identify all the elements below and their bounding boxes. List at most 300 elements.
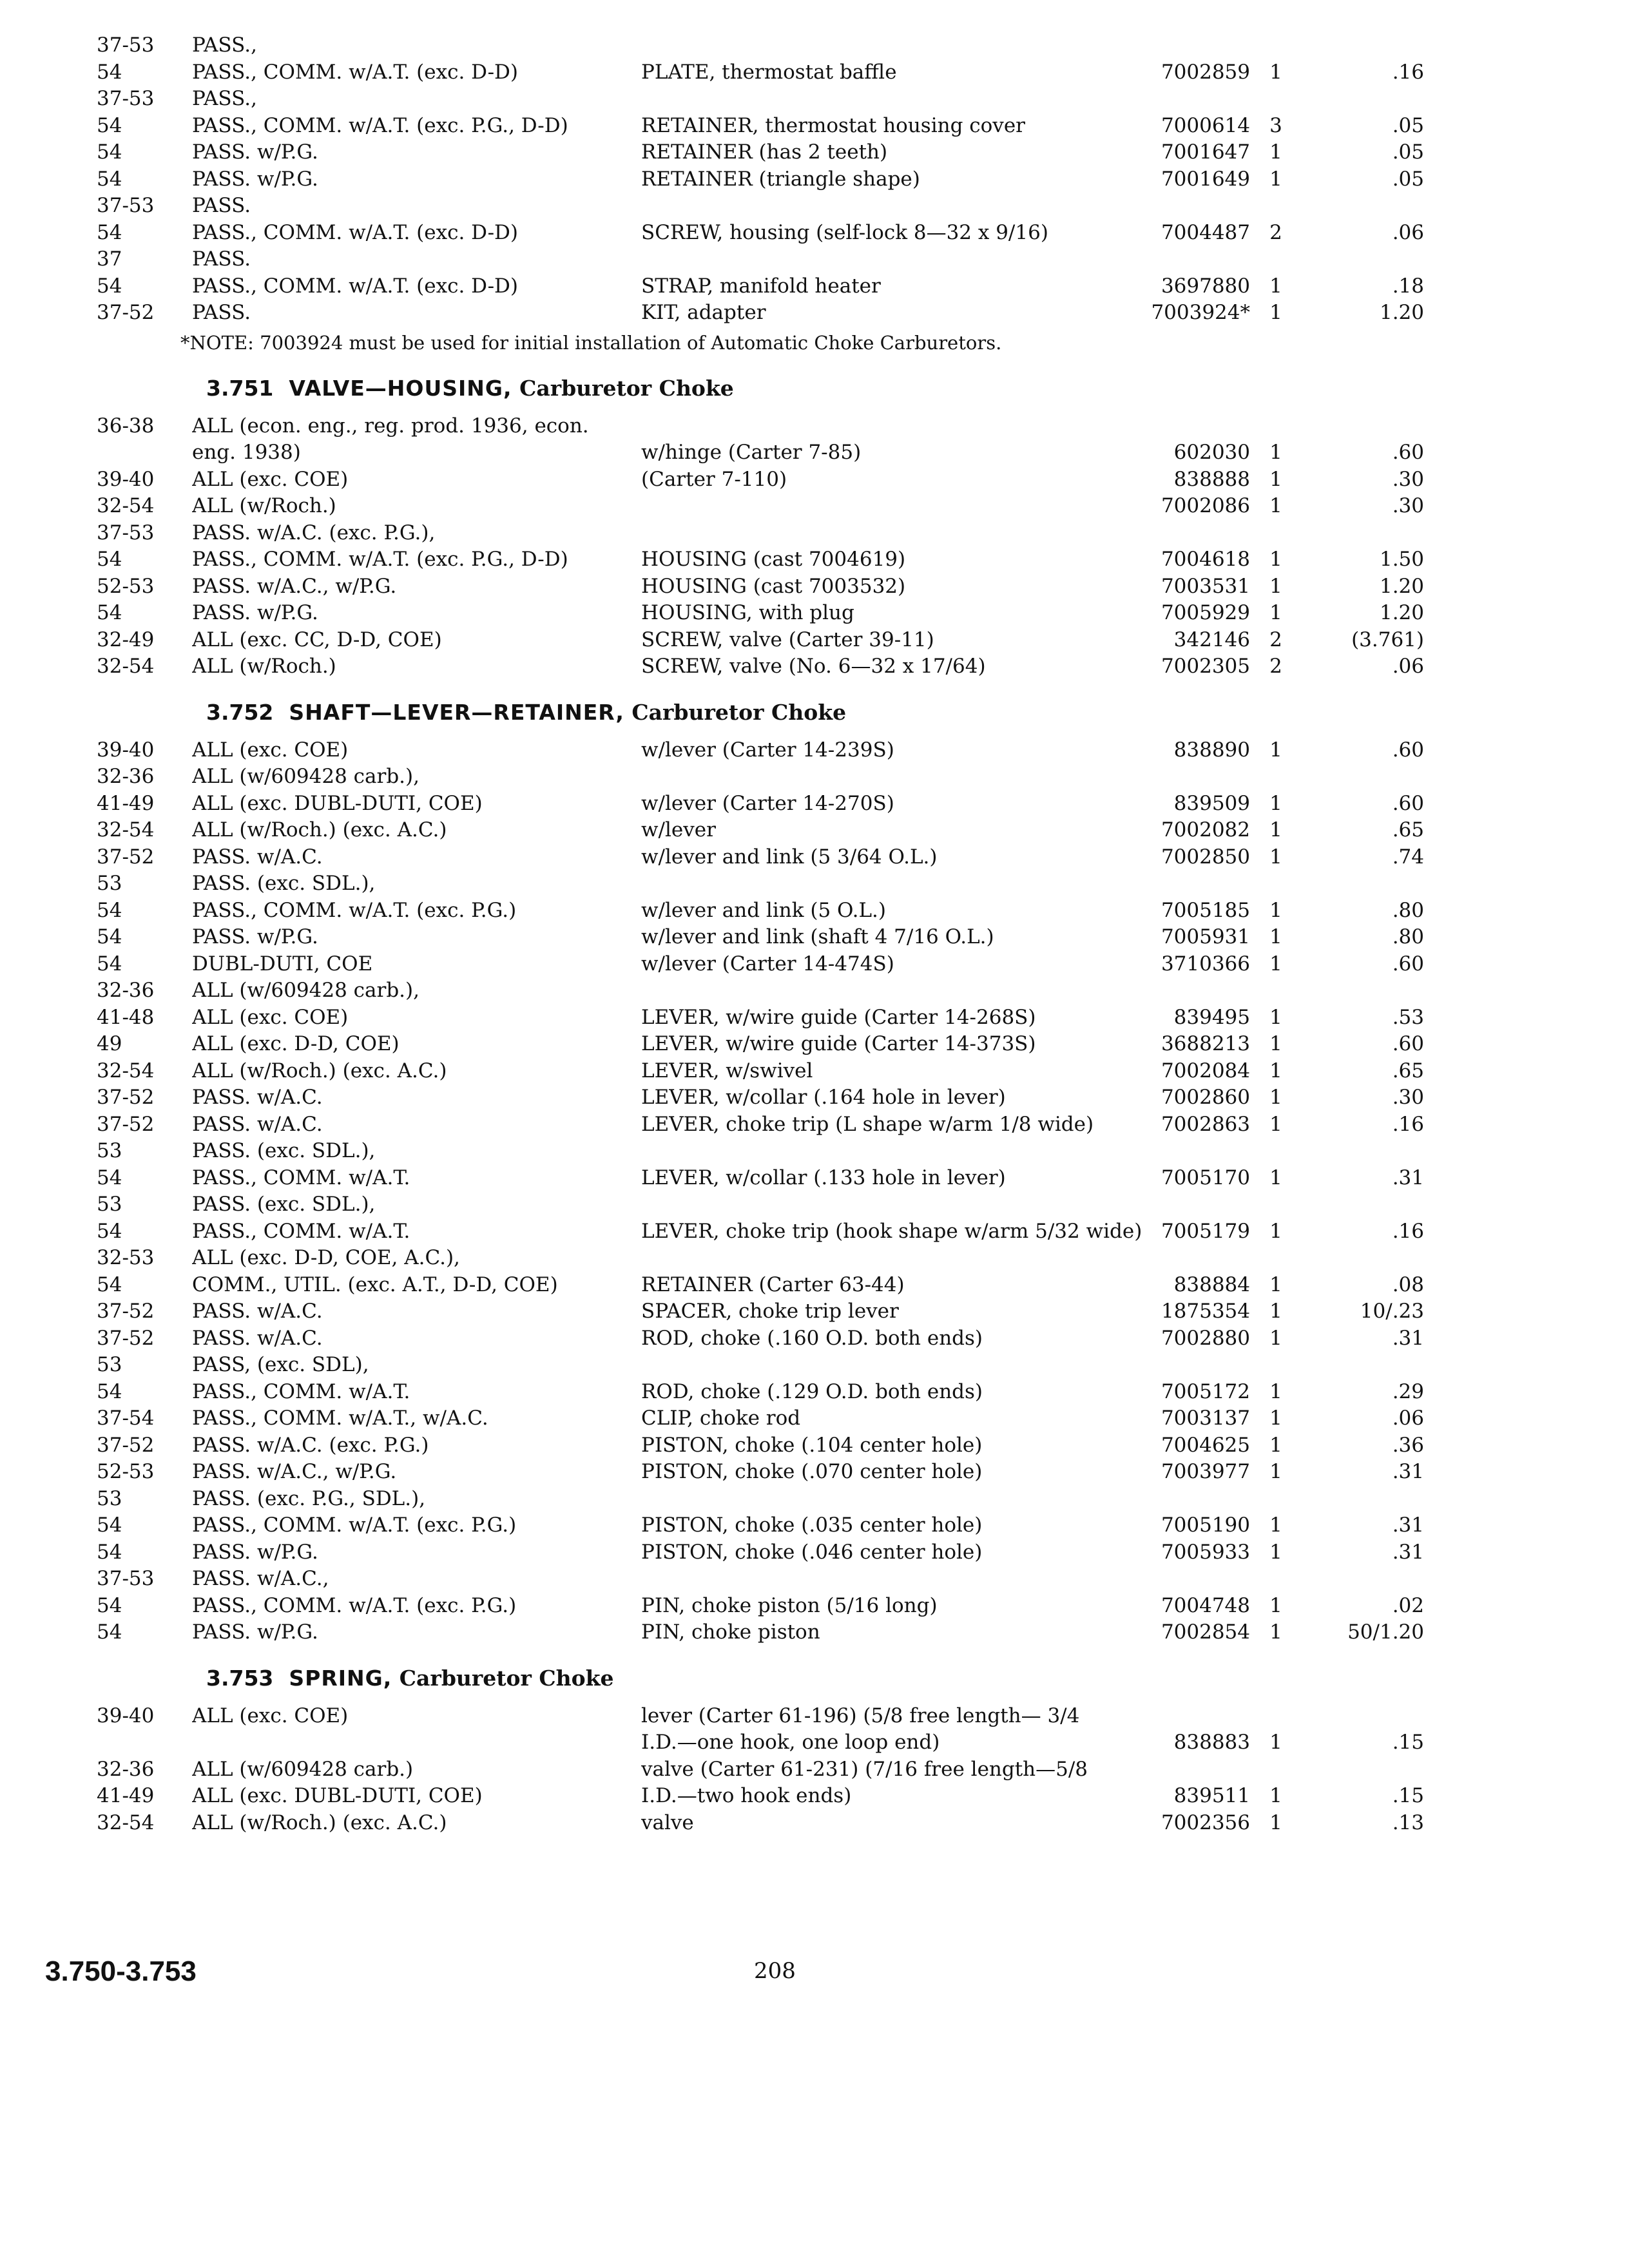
- quantity: 1: [1269, 1593, 1282, 1617]
- part-number: 838884: [1173, 1273, 1250, 1296]
- year-range: 39-40: [97, 467, 155, 491]
- year-range: 54: [97, 1273, 122, 1296]
- model-applicability: PASS, (exc. SDL),: [192, 1353, 369, 1376]
- installation-note: *NOTE: 7003924 must be used for initial installation of Automatic Choke Carburetors.: [180, 331, 1002, 354]
- year-range: 37-52: [97, 301, 155, 324]
- model-applicability: ALL (exc. CC, D-D, COE): [192, 628, 442, 651]
- parts-row: [77, 600, 1431, 627]
- year-range: 54: [97, 1514, 122, 1537]
- quantity: 1: [1269, 1514, 1282, 1537]
- year-range: 37-52: [97, 1086, 155, 1109]
- parts-row: [77, 220, 1431, 247]
- part-description: LEVER, choke trip (hook shape w/arm 5/32 wide): [641, 1219, 1142, 1243]
- model-applicability: PASS., COMM. w/A.T. (exc. P.G., D-D): [192, 548, 568, 571]
- year-range: 53: [97, 1353, 122, 1376]
- year-range: 37-52: [97, 1326, 155, 1350]
- parts-row: [77, 59, 1431, 86]
- model-applicability: ALL (econ. eng., reg. prod. 1936, econ.: [192, 414, 589, 437]
- part-description: LEVER, w/collar (.133 hole in lever): [641, 1166, 1006, 1189]
- parts-row: [77, 493, 1431, 520]
- year-range: 32-53: [97, 1246, 155, 1269]
- part-number: 7005931: [1161, 925, 1250, 948]
- part-description: LEVER, w/collar (.164 hole in lever): [641, 1086, 1006, 1109]
- model-applicability: PASS. w/A.C.: [192, 1112, 323, 1136]
- parts-row: [77, 1084, 1431, 1111]
- year-range: 37-54: [97, 1407, 155, 1430]
- price: 10/.23: [1360, 1300, 1424, 1323]
- year-range: 54: [97, 952, 122, 975]
- year-range: 37-52: [97, 1300, 155, 1323]
- parts-row: [77, 1756, 1431, 1783]
- price: .05: [1392, 113, 1424, 137]
- parts-row: [77, 1218, 1431, 1245]
- model-applicability: eng. 1938): [192, 441, 301, 464]
- year-range: 54: [97, 1620, 122, 1644]
- section-subtitle: Carburetor Choke: [399, 1665, 614, 1691]
- part-number: 7005929: [1161, 601, 1250, 624]
- parts-row: [77, 1272, 1431, 1299]
- part-number: 7004625: [1161, 1433, 1250, 1457]
- part-number: 7002850: [1161, 845, 1250, 869]
- price: .29: [1392, 1379, 1424, 1403]
- year-range: 39-40: [97, 738, 155, 762]
- quantity: 1: [1269, 1086, 1282, 1109]
- price: .06: [1392, 220, 1424, 244]
- model-applicability: PASS., COMM. w/A.T.: [192, 1166, 410, 1189]
- model-applicability: PASS.,: [192, 34, 257, 57]
- quantity: 1: [1269, 494, 1282, 517]
- year-range: 54: [97, 140, 122, 164]
- model-applicability: PASS. w/A.C.,: [192, 1567, 329, 1590]
- parts-row: [77, 898, 1431, 925]
- section-heading: [77, 356, 1431, 413]
- parts-row: [77, 924, 1431, 951]
- quantity: 1: [1269, 1032, 1282, 1055]
- model-applicability: ALL (w/609428 carb.),: [192, 979, 419, 1002]
- part-number: 602030: [1173, 441, 1250, 464]
- parts-row: [77, 627, 1431, 654]
- part-description: PIN, choke piston: [641, 1620, 820, 1644]
- year-range: 37-53: [97, 1567, 155, 1590]
- year-range: 54: [97, 1540, 122, 1564]
- section-subtitle: Carburetor Choke: [631, 699, 847, 725]
- year-range: 37-52: [97, 1433, 155, 1457]
- section-heading: [77, 680, 1431, 737]
- price: .16: [1392, 1112, 1424, 1136]
- model-applicability: ALL (exc. D-D, COE): [192, 1032, 400, 1055]
- parts-row: [77, 764, 1431, 791]
- model-applicability: PASS. w/A.C.: [192, 1086, 323, 1109]
- quantity: 1: [1269, 167, 1282, 191]
- parts-catalog-page: [77, 32, 1431, 1836]
- part-number: 7004618: [1161, 548, 1250, 571]
- parts-row: [77, 466, 1431, 494]
- parts-row: [77, 273, 1431, 300]
- year-range: 53: [97, 1139, 122, 1162]
- year-range: 32-54: [97, 1811, 155, 1834]
- parts-row: [77, 300, 1431, 327]
- part-description: PLATE, thermostat baffle: [641, 60, 897, 84]
- part-description: (Carter 7-110): [641, 467, 787, 491]
- year-range: 54: [97, 898, 122, 922]
- model-applicability: ALL (exc. COE): [192, 467, 349, 491]
- model-applicability: ALL (exc. COE): [192, 1005, 349, 1029]
- price: .13: [1392, 1811, 1424, 1834]
- model-applicability: PASS. w/P.G.: [192, 601, 318, 624]
- section-heading: [77, 1646, 1431, 1703]
- price: (3.761): [1351, 628, 1424, 651]
- model-applicability: PASS. (exc. SDL.),: [192, 872, 376, 895]
- year-range: 54: [97, 60, 122, 84]
- price: .31: [1392, 1514, 1424, 1537]
- price: .05: [1392, 140, 1424, 164]
- parts-row: [77, 844, 1431, 871]
- part-description: w/lever: [641, 818, 716, 841]
- quantity: 1: [1269, 952, 1282, 975]
- part-number: 7003137: [1161, 1407, 1250, 1430]
- parts-row: [77, 1245, 1431, 1272]
- year-range: 54: [97, 1219, 122, 1243]
- model-applicability: PASS. w/P.G.: [192, 140, 318, 164]
- price: .30: [1392, 467, 1424, 491]
- model-applicability: PASS. w/A.C. (exc. P.G.),: [192, 521, 436, 544]
- section-number: 3.751: [206, 375, 274, 401]
- quantity: 1: [1269, 1731, 1282, 1754]
- parts-row: [77, 166, 1431, 193]
- part-description: HOUSING (cast 7003532): [641, 574, 906, 598]
- quantity: 1: [1269, 1273, 1282, 1296]
- part-description: w/hinge (Carter 7-85): [641, 441, 862, 464]
- price: .36: [1392, 1433, 1424, 1457]
- model-applicability: PASS., COMM. w/A.T. (exc. D-D): [192, 60, 519, 84]
- footer-page-number: 208: [754, 1958, 796, 1984]
- part-description: CLIP, choke rod: [641, 1407, 801, 1430]
- parts-row: [77, 737, 1431, 764]
- part-number: 7002863: [1161, 1112, 1250, 1136]
- part-number: 7005933: [1161, 1540, 1250, 1564]
- year-range: 54: [97, 1379, 122, 1403]
- year-range: 32-54: [97, 655, 155, 678]
- quantity: 1: [1269, 1460, 1282, 1483]
- part-number: 7002084: [1161, 1059, 1250, 1082]
- model-applicability: ALL (exc. COE): [192, 738, 349, 762]
- part-number: 839509: [1173, 791, 1250, 815]
- part-description: PISTON, choke (.104 center hole): [641, 1433, 983, 1457]
- quantity: 1: [1269, 1059, 1282, 1082]
- quantity: 1: [1269, 1300, 1282, 1323]
- quantity: 1: [1269, 301, 1282, 324]
- part-number: 7002860: [1161, 1086, 1250, 1109]
- model-applicability: PASS., COMM. w/A.T. (exc. D-D): [192, 274, 519, 298]
- price: .06: [1392, 655, 1424, 678]
- parts-row: [77, 1810, 1431, 1837]
- year-range: 32-54: [97, 818, 155, 841]
- model-applicability: ALL (w/Roch.) (exc. A.C.): [192, 1059, 447, 1082]
- model-applicability: ALL (exc. D-D, COE, A.C.),: [192, 1246, 460, 1269]
- part-description: RETAINER (triangle shape): [641, 167, 920, 191]
- model-applicability: PASS. w/A.C.: [192, 845, 323, 869]
- part-description: RETAINER (Carter 63-44): [641, 1273, 905, 1296]
- parts-row: [77, 951, 1431, 978]
- price: .02: [1392, 1593, 1424, 1617]
- quantity: 1: [1269, 1433, 1282, 1457]
- model-applicability: PASS. w/P.G.: [192, 1540, 318, 1564]
- year-range: 54: [97, 274, 122, 298]
- model-applicability: PASS. (exc. SDL.),: [192, 1139, 376, 1162]
- price: .60: [1392, 441, 1424, 464]
- quantity: 1: [1269, 60, 1282, 84]
- model-applicability: PASS., COMM. w/A.T. (exc. P.G.): [192, 1593, 517, 1617]
- part-number: 7004748: [1161, 1593, 1250, 1617]
- quantity: 1: [1269, 1219, 1282, 1243]
- price: 50/1.20: [1347, 1620, 1424, 1644]
- quantity: 2: [1269, 628, 1282, 651]
- price: .31: [1392, 1460, 1424, 1483]
- price: .05: [1392, 167, 1424, 191]
- parts-row: [77, 1703, 1431, 1730]
- parts-row: [77, 139, 1431, 166]
- section-subtitle: Carburetor Choke: [519, 375, 734, 401]
- year-range: 37-53: [97, 194, 155, 217]
- quantity: 1: [1269, 601, 1282, 624]
- price: .60: [1392, 952, 1424, 975]
- part-number: 7002854: [1161, 1620, 1250, 1644]
- parts-row: [77, 413, 1431, 440]
- year-range: 52-53: [97, 574, 155, 598]
- parts-row: [77, 573, 1431, 601]
- year-range: 49: [97, 1032, 122, 1055]
- part-description: w/lever and link (5 3/64 O.L.): [641, 845, 938, 869]
- parts-row: [77, 546, 1431, 573]
- model-applicability: ALL (w/609428 carb.): [192, 1757, 414, 1781]
- year-range: 54: [97, 113, 122, 137]
- price: .16: [1392, 1219, 1424, 1243]
- model-applicability: PASS. w/A.C., w/P.G.: [192, 1460, 397, 1483]
- model-applicability: ALL (w/Roch.) (exc. A.C.): [192, 818, 447, 841]
- part-description: I.D.—two hook ends): [641, 1784, 852, 1807]
- part-number: 7005185: [1161, 898, 1250, 922]
- price: 1.20: [1379, 601, 1424, 624]
- section-number: 3.752: [206, 699, 274, 725]
- quantity: 1: [1269, 548, 1282, 571]
- part-description: w/lever and link (shaft 4 7/16 O.L.): [641, 925, 994, 948]
- quantity: 1: [1269, 574, 1282, 598]
- year-range: 37-52: [97, 1112, 155, 1136]
- parts-row: [77, 520, 1431, 547]
- model-applicability: PASS., COMM. w/A.T., w/A.C.: [192, 1407, 488, 1430]
- quantity: 1: [1269, 140, 1282, 164]
- quantity: 1: [1269, 1540, 1282, 1564]
- price: .15: [1392, 1731, 1424, 1754]
- model-applicability: PASS., COMM. w/A.T.: [192, 1379, 410, 1403]
- model-applicability: ALL (w/Roch.): [192, 655, 336, 678]
- quantity: 1: [1269, 1784, 1282, 1807]
- parts-row: [77, 113, 1431, 140]
- part-description: w/lever (Carter 14-239S): [641, 738, 894, 762]
- model-applicability: PASS. w/A.C. (exc. P.G.): [192, 1433, 429, 1457]
- part-number: 7003531: [1161, 574, 1250, 598]
- model-applicability: ALL (exc. DUBL-DUTI, COE): [192, 1784, 483, 1807]
- model-applicability: PASS. (exc. SDL.),: [192, 1193, 376, 1216]
- part-number: 838890: [1173, 738, 1250, 762]
- parts-row: [77, 246, 1431, 273]
- model-applicability: DUBL-DUTI, COE: [192, 952, 373, 975]
- year-range: 39-40: [97, 1704, 155, 1727]
- year-range: 53: [97, 1486, 122, 1510]
- price: .80: [1392, 898, 1424, 922]
- parts-row: [77, 1486, 1431, 1513]
- part-description: I.D.—one hook, one loop end): [641, 1731, 940, 1754]
- quantity: 1: [1269, 274, 1282, 298]
- part-number: 7003977: [1161, 1460, 1250, 1483]
- parts-row: [77, 439, 1431, 466]
- parts-row: [77, 870, 1431, 898]
- part-number: 7003924*: [1151, 301, 1250, 324]
- model-applicability: PASS.,: [192, 87, 257, 110]
- price: .65: [1392, 818, 1424, 841]
- quantity: 1: [1269, 1166, 1282, 1189]
- parts-row: [77, 1031, 1431, 1058]
- part-number: 7002082: [1161, 818, 1250, 841]
- part-number: 7005170: [1161, 1166, 1250, 1189]
- quantity: 1: [1269, 791, 1282, 815]
- part-description: HOUSING (cast 7004619): [641, 548, 906, 571]
- part-description: LEVER, w/wire guide (Carter 14-268S): [641, 1005, 1036, 1029]
- year-range: 41-49: [97, 1784, 155, 1807]
- price: 1.50: [1379, 548, 1424, 571]
- quantity: 1: [1269, 898, 1282, 922]
- year-range: 41-49: [97, 791, 155, 815]
- part-description: valve: [641, 1811, 694, 1834]
- model-applicability: PASS., COMM. w/A.T. (exc. D-D): [192, 220, 519, 244]
- section-title: SPRING,: [289, 1665, 392, 1691]
- parts-row: [77, 193, 1431, 220]
- quantity: 1: [1269, 1620, 1282, 1644]
- part-number: 7002356: [1161, 1811, 1250, 1834]
- quantity: 1: [1269, 441, 1282, 464]
- model-applicability: PASS. w/P.G.: [192, 1620, 318, 1644]
- parts-row: [77, 1298, 1431, 1325]
- parts-row: [77, 977, 1431, 1004]
- section-title: SHAFT—LEVER—RETAINER,: [289, 699, 624, 725]
- parts-row: [77, 1405, 1431, 1432]
- parts-row: [77, 1432, 1431, 1459]
- year-range: 32-54: [97, 494, 155, 517]
- section-number: 3.753: [206, 1665, 274, 1691]
- price: .80: [1392, 925, 1424, 948]
- part-description: LEVER, choke trip (L shape w/arm 1/8 wide): [641, 1112, 1094, 1136]
- price: .31: [1392, 1540, 1424, 1564]
- model-applicability: PASS. w/A.C.: [192, 1300, 323, 1323]
- year-range: 41-48: [97, 1005, 155, 1029]
- part-number: 7005172: [1161, 1379, 1250, 1403]
- model-applicability: PASS., COMM. w/A.T. (exc. P.G., D-D): [192, 113, 568, 137]
- parts-row: [77, 1539, 1431, 1566]
- parts-row: [77, 817, 1431, 844]
- parts-row: [77, 1619, 1431, 1646]
- part-description: lever (Carter 61-196) (5/8 free length— 3/4: [641, 1704, 1080, 1727]
- parts-row: [77, 1783, 1431, 1810]
- year-range: 32-54: [97, 1059, 155, 1082]
- part-number: 7002859: [1161, 60, 1250, 84]
- price: .60: [1392, 791, 1424, 815]
- price: .08: [1392, 1273, 1424, 1296]
- parts-row: [77, 1729, 1431, 1756]
- model-applicability: PASS., COMM. w/A.T.: [192, 1219, 410, 1243]
- year-range: 37: [97, 247, 122, 271]
- part-description: PIN, choke piston (5/16 long): [641, 1593, 938, 1617]
- price: 1.20: [1379, 301, 1424, 324]
- quantity: 1: [1269, 925, 1282, 948]
- model-applicability: ALL (exc. DUBL-DUTI, COE): [192, 791, 483, 815]
- price: .60: [1392, 1032, 1424, 1055]
- price: .06: [1392, 1407, 1424, 1430]
- model-applicability: PASS.: [192, 247, 251, 271]
- year-range: 32-49: [97, 628, 155, 651]
- quantity: 1: [1269, 1811, 1282, 1834]
- part-description: KIT, adapter: [641, 301, 766, 324]
- year-range: 52-53: [97, 1460, 155, 1483]
- quantity: 1: [1269, 467, 1282, 491]
- part-number: 7002305: [1161, 655, 1250, 678]
- price: .16: [1392, 60, 1424, 84]
- price: .74: [1392, 845, 1424, 869]
- year-range: 37-53: [97, 34, 155, 57]
- parts-row: [77, 1593, 1431, 1620]
- quantity: 1: [1269, 1112, 1282, 1136]
- part-number: 839511: [1173, 1784, 1250, 1807]
- part-description: STRAP, manifold heater: [641, 274, 881, 298]
- year-range: 53: [97, 1193, 122, 1216]
- part-description: LEVER, w/swivel: [641, 1059, 813, 1082]
- part-number: 7002086: [1161, 494, 1250, 517]
- parts-row: [77, 86, 1431, 113]
- model-applicability: PASS. (exc. P.G., SDL.),: [192, 1486, 426, 1510]
- part-number: 3688213: [1161, 1032, 1250, 1055]
- section-title: VALVE—HOUSING,: [289, 375, 512, 401]
- part-number: 3710366: [1161, 952, 1250, 975]
- parts-row: [77, 1138, 1431, 1165]
- model-applicability: PASS. w/P.G.: [192, 925, 318, 948]
- quantity: 2: [1269, 655, 1282, 678]
- model-applicability: ALL (w/Roch.): [192, 494, 336, 517]
- part-number: 7005190: [1161, 1514, 1250, 1537]
- parts-row: [77, 1512, 1431, 1539]
- model-applicability: PASS. w/A.C., w/P.G.: [192, 574, 397, 598]
- year-range: 54: [97, 601, 122, 624]
- price: .53: [1392, 1005, 1424, 1029]
- part-description: SCREW, housing (self-lock 8—32 x 9/16): [641, 220, 1048, 244]
- parts-row: [77, 1004, 1431, 1032]
- part-number: 7000614: [1161, 113, 1250, 137]
- year-range: 54: [97, 1166, 122, 1189]
- part-description: ROD, choke (.160 O.D. both ends): [641, 1326, 983, 1350]
- part-description: SPACER, choke trip lever: [641, 1300, 899, 1323]
- model-applicability: COMM., UTIL. (exc. A.T., D-D, COE): [192, 1273, 558, 1296]
- year-range: 54: [97, 1593, 122, 1617]
- quantity: 3: [1269, 113, 1282, 137]
- parts-row: [77, 1111, 1431, 1139]
- year-range: 54: [97, 925, 122, 948]
- parts-row: [77, 1058, 1431, 1085]
- year-range: 32-36: [97, 979, 155, 1002]
- parts-row: [77, 1566, 1431, 1593]
- parts-row: [77, 791, 1431, 818]
- part-description: PISTON, choke (.046 center hole): [641, 1540, 983, 1564]
- parts-row: [77, 1459, 1431, 1486]
- part-number: 7004487: [1161, 220, 1250, 244]
- price: .30: [1392, 494, 1424, 517]
